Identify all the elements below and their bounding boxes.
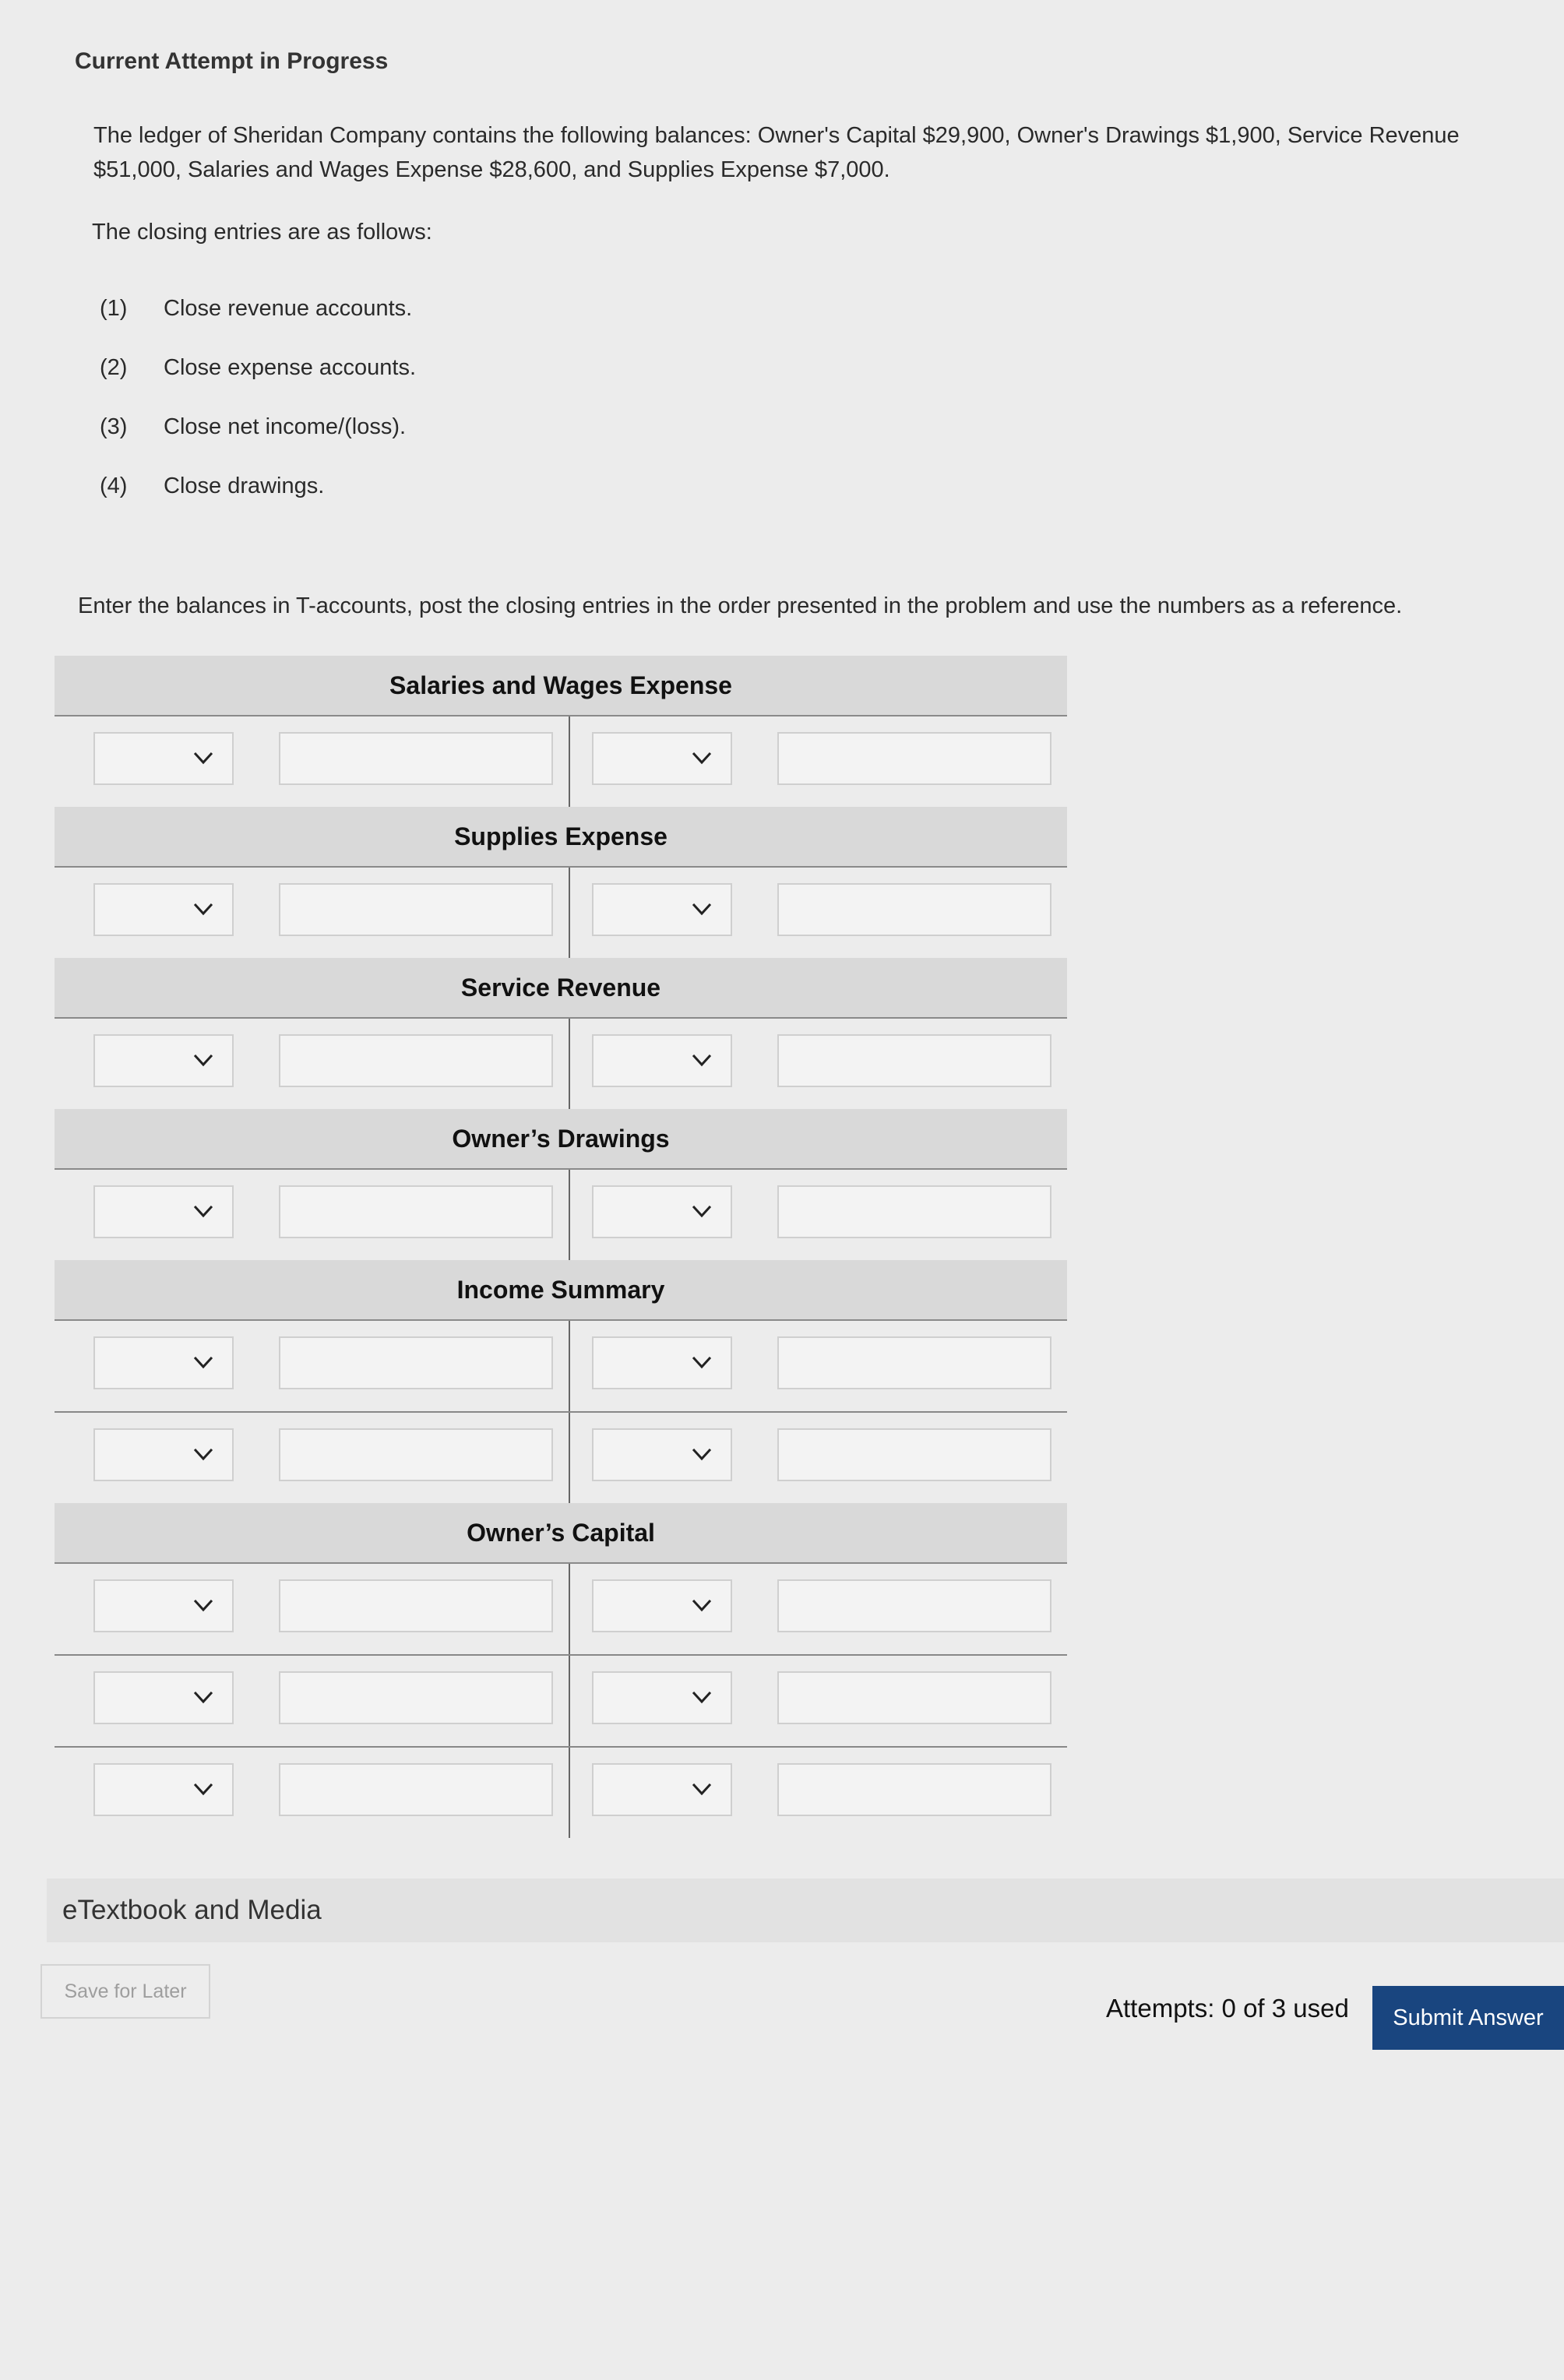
debit-amount-input[interactable]	[279, 1336, 553, 1389]
t-account-row	[55, 1746, 1067, 1838]
chevron-down-icon	[192, 1350, 215, 1374]
t-account-body	[55, 1321, 1067, 1503]
chevron-down-icon	[192, 1593, 215, 1617]
debit-entry-select[interactable]	[93, 883, 234, 936]
debit-entry-select[interactable]	[93, 732, 234, 785]
t-account	[55, 656, 1067, 807]
debit-entry-select[interactable]	[93, 1185, 234, 1238]
credit-entry-select[interactable]	[592, 732, 732, 785]
t-account	[55, 1109, 1067, 1260]
step-item	[100, 355, 416, 381]
credit-entry-select[interactable]	[592, 1763, 732, 1816]
t-account-title: Owner’s Drawings	[452, 1124, 670, 1153]
t-account-body	[55, 1564, 1067, 1838]
t-account	[55, 1260, 1067, 1503]
t-account	[55, 807, 1067, 958]
t-account-row	[55, 1564, 1067, 1654]
step-number: (4)	[100, 474, 128, 498]
debit-entry-select[interactable]	[93, 1034, 234, 1087]
step-item	[100, 296, 412, 322]
t-account-header	[55, 1109, 1067, 1170]
credit-amount-input[interactable]	[777, 732, 1051, 785]
credit-amount-input[interactable]	[777, 1185, 1051, 1238]
t-account	[55, 1503, 1067, 1838]
t-account-body	[55, 1170, 1067, 1260]
credit-amount-input[interactable]	[777, 1034, 1051, 1087]
t-account	[55, 958, 1067, 1109]
debit-amount-input[interactable]	[279, 1185, 553, 1238]
instructions: Enter the balances in T-accounts, post the closing entries in the order presented in the problem and use the numbers as a reference.	[78, 593, 1403, 618]
credit-amount-input[interactable]	[777, 1336, 1051, 1389]
t-account-body	[55, 868, 1067, 958]
t-account-title: Salaries and Wages Expense	[389, 671, 732, 699]
debit-entry-select[interactable]	[93, 1671, 234, 1724]
step-label: Close expense accounts.	[164, 355, 417, 380]
t-account-header	[55, 1503, 1067, 1564]
credit-entry-select[interactable]	[592, 883, 732, 936]
credit-amount-input[interactable]	[777, 1579, 1051, 1632]
closing-intro: The closing entries are as follows:	[92, 220, 432, 245]
chevron-down-icon	[690, 897, 713, 921]
chevron-down-icon	[192, 897, 215, 921]
debit-amount-input[interactable]	[279, 1671, 553, 1724]
chevron-down-icon	[192, 1048, 215, 1072]
debit-entry-select[interactable]	[93, 1428, 234, 1481]
chevron-down-icon	[192, 1199, 215, 1223]
chevron-down-icon	[690, 1777, 713, 1801]
t-account-title: Owner’s Capital	[467, 1518, 655, 1547]
credit-amount-input[interactable]	[777, 883, 1051, 936]
debit-amount-input[interactable]	[279, 732, 553, 785]
debit-entry-select[interactable]	[93, 1763, 234, 1816]
t-account-row	[55, 1019, 1067, 1109]
step-number: (2)	[100, 355, 128, 380]
debit-entry-select[interactable]	[93, 1579, 234, 1632]
problem-statement: The ledger of Sheridan Company contains the following balances: Owner's Capital $29,900, Owner's Drawings $1,900, Service Revenue $51,000, Salaries and Wages Expense $28,600, and Supplies Expense $7,000.	[93, 123, 1460, 182]
t-account-row	[55, 1411, 1067, 1503]
step-item	[100, 474, 324, 499]
chevron-down-icon	[690, 1048, 713, 1072]
t-account-header	[55, 807, 1067, 868]
debit-entry-select[interactable]	[93, 1336, 234, 1389]
chevron-down-icon	[690, 1350, 713, 1374]
credit-entry-select[interactable]	[592, 1034, 732, 1087]
chevron-down-icon	[192, 1777, 215, 1801]
credit-entry-select[interactable]	[592, 1671, 732, 1724]
submit-answer-button[interactable]: Submit Answer	[1372, 1986, 1564, 2050]
debit-amount-input[interactable]	[279, 1034, 553, 1087]
credit-amount-input[interactable]	[777, 1671, 1051, 1724]
credit-entry-select[interactable]	[592, 1185, 732, 1238]
t-account-header	[55, 1260, 1067, 1321]
t-account-row	[55, 1654, 1067, 1746]
step-item	[100, 414, 406, 440]
t-account-title: Income Summary	[456, 1275, 665, 1304]
etextbook-link[interactable]: eTextbook and Media	[62, 1895, 322, 1925]
t-account-body	[55, 716, 1067, 807]
t-account-body	[55, 1019, 1067, 1109]
debit-amount-input[interactable]	[279, 1579, 553, 1632]
attempts-counter: Attempts: 0 of 3 used	[1106, 1994, 1349, 2023]
save-for-later-button[interactable]: Save for Later	[41, 1964, 210, 2019]
t-account-row	[55, 868, 1067, 958]
chevron-down-icon	[690, 1593, 713, 1617]
t-accounts-area	[55, 656, 1067, 1838]
step-label: Close net income/(loss).	[164, 414, 407, 439]
chevron-down-icon	[690, 1199, 713, 1223]
chevron-down-icon	[192, 1685, 215, 1709]
t-account-row	[55, 1321, 1067, 1411]
t-account-header	[55, 958, 1067, 1019]
t-account-row	[55, 716, 1067, 807]
credit-entry-select[interactable]	[592, 1336, 732, 1389]
debit-amount-input[interactable]	[279, 1763, 553, 1816]
step-number: (3)	[100, 414, 128, 439]
chevron-down-icon	[192, 1442, 215, 1466]
chevron-down-icon	[192, 746, 215, 769]
attempt-title: Current Attempt in Progress	[75, 48, 389, 74]
chevron-down-icon	[690, 1442, 713, 1466]
credit-amount-input[interactable]	[777, 1763, 1051, 1816]
t-account-title: Supplies Expense	[454, 822, 668, 850]
debit-amount-input[interactable]	[279, 883, 553, 936]
step-label: Close revenue accounts.	[164, 296, 413, 321]
t-account-header	[55, 656, 1067, 716]
etextbook-bar	[47, 1878, 1564, 1942]
t-account-row	[55, 1170, 1067, 1260]
credit-amount-input[interactable]	[777, 1428, 1051, 1481]
chevron-down-icon	[690, 1685, 713, 1709]
step-number: (1)	[100, 296, 128, 321]
credit-entry-select[interactable]	[592, 1579, 732, 1632]
t-account-title: Service Revenue	[460, 973, 661, 1002]
credit-entry-select[interactable]	[592, 1428, 732, 1481]
chevron-down-icon	[690, 746, 713, 769]
step-label: Close drawings.	[164, 474, 325, 498]
debit-amount-input[interactable]	[279, 1428, 553, 1481]
